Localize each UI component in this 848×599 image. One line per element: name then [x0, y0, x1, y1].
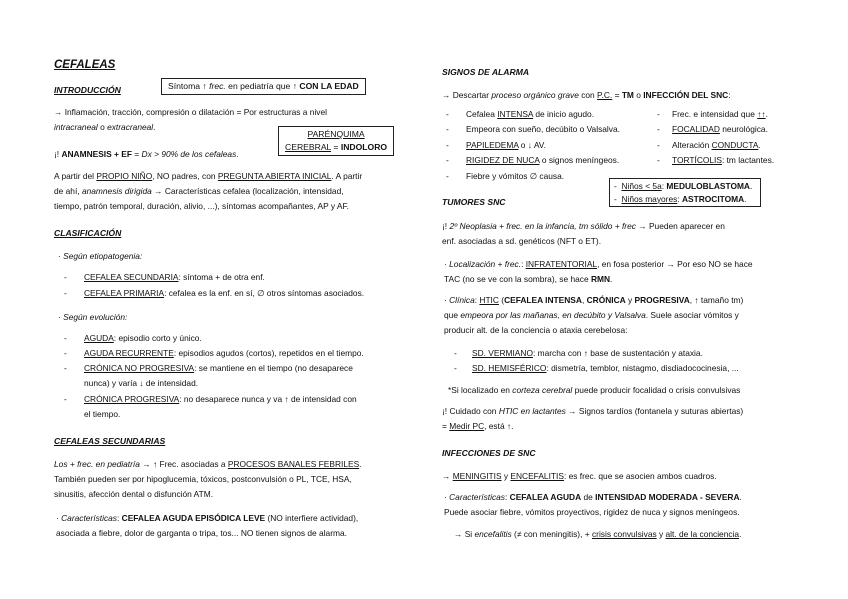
list-item — [672, 123, 768, 136]
text: o — [97, 122, 108, 132]
tum-htic — [442, 405, 743, 418]
text: ( — [498, 295, 505, 305]
list-item: - — [657, 124, 660, 134]
text: Características — [61, 513, 117, 523]
text: TAC (no se ve con la sombra), se hace — [444, 274, 591, 284]
text: CEFALEA INTENSA — [504, 295, 582, 305]
clasificacion-heading: CLASIFICACIÓN — [54, 228, 122, 238]
box-line: PARÉNQUIMA — [307, 129, 365, 139]
etio-label: · Según etiopatogenia: — [58, 251, 143, 261]
list-item: - — [64, 288, 67, 298]
text: extracraneal — [107, 122, 154, 132]
text: . — [739, 529, 742, 539]
text: : dismetría, temblor, nistagmo, disdiadococinesia, ... — [546, 363, 739, 373]
text: . — [236, 149, 239, 159]
text: FOCALIDAD — [672, 124, 720, 134]
text: MENINGITIS — [452, 471, 502, 481]
list-item — [466, 108, 594, 121]
text: que — [444, 310, 461, 320]
text: . — [153, 122, 156, 132]
list-item: - — [657, 155, 660, 165]
tum-clinica-2 — [444, 309, 739, 322]
list-item-cont: nunca) y varía ↓ de intensidad. — [84, 378, 199, 388]
list-item: - — [446, 155, 449, 165]
text: INTENSA — [497, 109, 534, 119]
text: INFECCIÓN DEL SNC — [643, 90, 729, 100]
list-item — [84, 287, 364, 300]
inf-line-1 — [442, 470, 717, 483]
term: CEFALEA SECUNDARIA — [84, 272, 179, 282]
text: de ahí, — [54, 186, 82, 196]
text: de inicio agudo. — [533, 109, 595, 119]
text: o — [633, 90, 644, 100]
inf-caracteristicas — [444, 491, 742, 504]
text: . — [765, 109, 768, 119]
sec-line-1 — [54, 458, 362, 471]
text: : episodio corto y único. — [113, 333, 202, 343]
text: 2º Neoplasia + frec. en la infancia, tm sólido + frec — [449, 221, 636, 231]
list-item-cont: el tiempo. — [84, 409, 121, 419]
text: encefalitis — [474, 529, 512, 539]
list-item: - — [657, 109, 660, 119]
evol-label: · Según evolución: — [58, 312, 128, 322]
text: Medir PC — [449, 421, 485, 431]
text: INFRATENTORIAL — [525, 259, 598, 269]
text: TORTÍCOLIS — [672, 155, 722, 165]
tumores-heading: TUMORES SNC — [442, 197, 506, 207]
text: ¡! — [54, 149, 62, 159]
text: · — [444, 295, 450, 305]
text: HTIC — [479, 295, 499, 305]
list-item — [466, 139, 546, 152]
text: frec. en pediatría — [77, 459, 140, 469]
list-item — [84, 347, 364, 360]
text: Alteración — [672, 140, 712, 150]
list-item: - — [454, 348, 457, 358]
text: → Características cefalea (localización, intensidad, — [151, 186, 344, 196]
text: · — [444, 259, 450, 269]
text: = — [612, 90, 622, 100]
text: (NO interfiere actividad), — [265, 513, 359, 523]
text: → ↑ Frec. asociadas a — [139, 459, 228, 469]
box-text: CEREBRAL — [285, 141, 332, 152]
text: · — [56, 513, 62, 523]
text: : se mantiene en el tiempo (no desaparece — [194, 363, 353, 373]
list-item — [84, 332, 202, 345]
tumor-box-row: - Niños mayores: ASTROCITOMA. — [614, 193, 747, 204]
text: : episodios agudos (cortos), repetidos en el tiempo. — [173, 348, 364, 358]
nino-line-3: tiempo, patrón temporal, duración, alivio, ...), síntomas acompañantes, AP y AF. — [54, 201, 349, 211]
text: , está ↑. — [484, 421, 514, 431]
text: → Descartar — [442, 90, 492, 100]
list-item — [672, 108, 768, 121]
sintoma-box — [161, 78, 366, 95]
text: = — [131, 149, 142, 159]
list-item: - — [64, 333, 67, 343]
alarma-heading: SIGNOS DE ALARMA — [442, 67, 530, 77]
term: CEFALEA PRIMARIA — [84, 288, 165, 298]
tum-loc-2 — [444, 273, 612, 286]
text: RMN — [590, 274, 611, 284]
text: → — [442, 471, 453, 481]
text: anamnesis dirigida — [81, 186, 152, 196]
text: o signos meníngeos. — [539, 155, 620, 165]
term: CRÓNICA PROGRESIVA — [84, 394, 180, 404]
list-item: - — [64, 363, 67, 373]
text: de — [581, 492, 596, 502]
tum-htic-2 — [442, 420, 513, 433]
text: : — [474, 295, 480, 305]
text: : marcha con ↑ base de sustentación y ataxia. — [532, 348, 703, 358]
text: *Si localizado en — [448, 385, 513, 395]
text: Niños mayores — [621, 193, 678, 204]
nino-line-2 — [54, 185, 344, 198]
text: . Suele asociar vómitos y — [645, 310, 739, 320]
tum-cortex — [448, 384, 740, 397]
list-item: - — [446, 171, 449, 181]
text: y — [501, 471, 511, 481]
text: : — [116, 513, 122, 523]
box-text: Síntoma ↑ — [168, 81, 210, 91]
term: CRÓNICA NO PROGRESIVA — [84, 363, 195, 373]
list-item — [466, 154, 619, 167]
tum-clinica — [444, 294, 743, 307]
text: : no desaparece nunca y va ↑ de intensidad con — [179, 394, 357, 404]
text: PREGUNTA ABIERTA INICIAL — [217, 171, 332, 181]
list-item — [472, 347, 703, 360]
box-text: frec. — [209, 81, 226, 91]
list-item: - — [64, 348, 67, 358]
text: : cefalea es la enf. en sí, ∅ otros síntomas asociados. — [164, 288, 365, 298]
text: → Signos tardíos (fontanela y suturas abiertas) — [565, 406, 744, 416]
list-item — [84, 362, 353, 375]
text: · — [444, 492, 450, 502]
text: P.C. — [597, 90, 613, 100]
term: SD. HEMISFÉRICO — [472, 363, 547, 373]
text: A partir del — [54, 171, 97, 181]
intro-paragraph — [54, 106, 327, 119]
text: → Inflamación, tracción, compresión o dilatación = Por estructuras a nivel — [54, 107, 328, 117]
text: corteza cerebral — [512, 385, 573, 395]
secundarias-heading: CEFALEAS SECUNDARIAS — [54, 436, 166, 446]
sec-caracteristicas-2: asociada a fiebre, dolor de garganta o tripa, tos... NO tienen signos de alarma. — [56, 528, 347, 538]
text: puede producir focalidad o crisis convulsivas — [572, 385, 741, 395]
text: empeora por las mañanas, en decúbito y Valsalva — [460, 310, 646, 320]
text: HTIC en lactantes — [498, 406, 566, 416]
sec-line-3: sinusitis, afección dental o disfunción ATM. — [54, 489, 214, 499]
text: : — [504, 492, 510, 502]
text: MEDULOBLASTOMA — [666, 181, 750, 191]
text: intracraneal — [54, 122, 98, 132]
text: PROPIO NIÑO — [96, 171, 153, 181]
text: o ↓ AV. — [518, 140, 546, 150]
tum-line-1 — [442, 220, 725, 233]
tumor-box — [609, 178, 761, 207]
inf-encefalitis — [454, 528, 741, 541]
text: alt. de la conciencia — [665, 529, 740, 539]
text: Frec. e intensidad que — [672, 109, 758, 119]
nino-line-1 — [54, 170, 362, 183]
text: , en fosa posterior → Por eso NO se hace — [597, 259, 753, 269]
text: . — [739, 492, 742, 502]
box-text: = — [331, 141, 341, 152]
list-item — [472, 362, 739, 375]
term: SD. VERMIANO — [472, 348, 533, 358]
text: . — [359, 459, 362, 469]
text: crisis convulsivas — [591, 529, 657, 539]
text: . — [758, 140, 761, 150]
text: PAPILEDEMA — [466, 140, 519, 150]
term: AGUDA — [84, 333, 114, 343]
sec-line-2: También pueden ser por hipoglucemia, tóxicos, postconvulsión o PL, TCE, HSA, — [54, 474, 352, 484]
text: CONDUCTA — [711, 140, 759, 150]
text: RIGIDEZ DE NUCA — [466, 155, 540, 165]
text: : — [521, 259, 526, 269]
text: Clínica — [449, 295, 475, 305]
text: Cefalea — [466, 109, 498, 119]
list-item — [672, 154, 774, 167]
list-item: - — [657, 140, 660, 150]
list-item: - — [454, 363, 457, 373]
term: AGUDA RECURRENTE — [84, 348, 174, 358]
text: = — [442, 421, 450, 431]
text: → Pueden aparecer en — [635, 221, 725, 231]
text: Los + — [54, 459, 78, 469]
tum-loc — [444, 258, 753, 271]
tumor-box-row: - Niños < 5a: MEDULOBLASTOMA. — [614, 181, 753, 191]
text: : es frec. que se asocien ambos cuadros. — [563, 471, 717, 481]
list-item — [84, 393, 357, 406]
list-item — [672, 139, 761, 152]
text: PROGRESIVA — [634, 295, 690, 305]
text: PROCESOS BANALES FEBRILES — [227, 459, 360, 469]
parenquima-box — [278, 126, 394, 156]
list-item — [466, 123, 620, 136]
text: Empeora con sueño, decúbito o Valsalva. — [466, 124, 620, 134]
text: . — [610, 274, 613, 284]
text: . A partir — [331, 171, 363, 181]
text: CEFALEA AGUDA EPISÓDICA LEVE — [121, 513, 266, 523]
list-item — [466, 170, 564, 183]
text: neurológica. — [719, 124, 768, 134]
box-text: en pediatría que — [225, 81, 293, 91]
list-item: - — [64, 394, 67, 404]
text: con — [578, 90, 598, 100]
list-item: - — [64, 272, 67, 282]
alarma-intro — [442, 89, 731, 102]
text: Características — [449, 492, 505, 502]
text: CRÓNICA — [586, 295, 626, 305]
box-text: ↑ CON LA EDAD — [292, 81, 359, 91]
text: TM — [621, 90, 634, 100]
tum-line-2: enf. asociadas a sd. genéticos (NFT o ET). — [442, 236, 602, 246]
page-title: CEFALEAS — [54, 59, 116, 71]
text: ASTROCITOMA — [681, 193, 745, 204]
text: Dx > 90% de los cefaleas — [141, 149, 237, 159]
text: ANAMNESIS + EF — [61, 149, 132, 159]
text: ¡! Cuidado con — [442, 406, 499, 416]
text: y — [625, 295, 635, 305]
text: : síntoma + de otra enf. — [178, 272, 265, 282]
sec-caracteristicas — [56, 512, 358, 525]
text: (≠ con meningitis), + — [511, 529, 592, 539]
text: Localización + frec. — [449, 259, 522, 269]
text: : tm lactantes. — [721, 155, 775, 165]
text: → Si — [454, 529, 475, 539]
anamnesis-line — [54, 148, 239, 161]
intro-heading: INTRODUCCIÓN — [54, 85, 121, 95]
inf-caracteristicas-2: Puede asociar fiebre, vómitos proyectivos, rigidez de nuca y signos meníngeos. — [444, 507, 740, 517]
text: : — [728, 90, 731, 100]
list-item — [84, 271, 265, 284]
list-item: - — [446, 140, 449, 150]
text: Fiebre y vómitos ∅ causa. — [466, 171, 565, 181]
text: CEFALEA AGUDA — [509, 492, 582, 502]
text: INTENSIDAD MODERADA - SEVERA — [595, 492, 740, 502]
text: ↑↑ — [757, 109, 766, 119]
infecciones-heading: INFECCIONES DE SNC — [442, 448, 536, 458]
box-text: INDOLORO — [340, 141, 388, 152]
text: proceso orgánico grave — [491, 90, 579, 100]
text: , — [581, 295, 587, 305]
list-item: - — [446, 124, 449, 134]
text: ENCEFALITIS — [510, 471, 564, 481]
text: ¡! — [442, 221, 450, 231]
intro-paragraph-2 — [54, 121, 156, 134]
text: , NO padres, con — [152, 171, 218, 181]
tum-clinica-3: producir alt. de la conciencia o ataxia cerebelosa: — [444, 325, 628, 335]
text: y — [656, 529, 666, 539]
text: Niños < 5a — [621, 181, 662, 191]
list-item: - — [446, 109, 449, 119]
text: , ↑ tamaño tm) — [689, 295, 744, 305]
